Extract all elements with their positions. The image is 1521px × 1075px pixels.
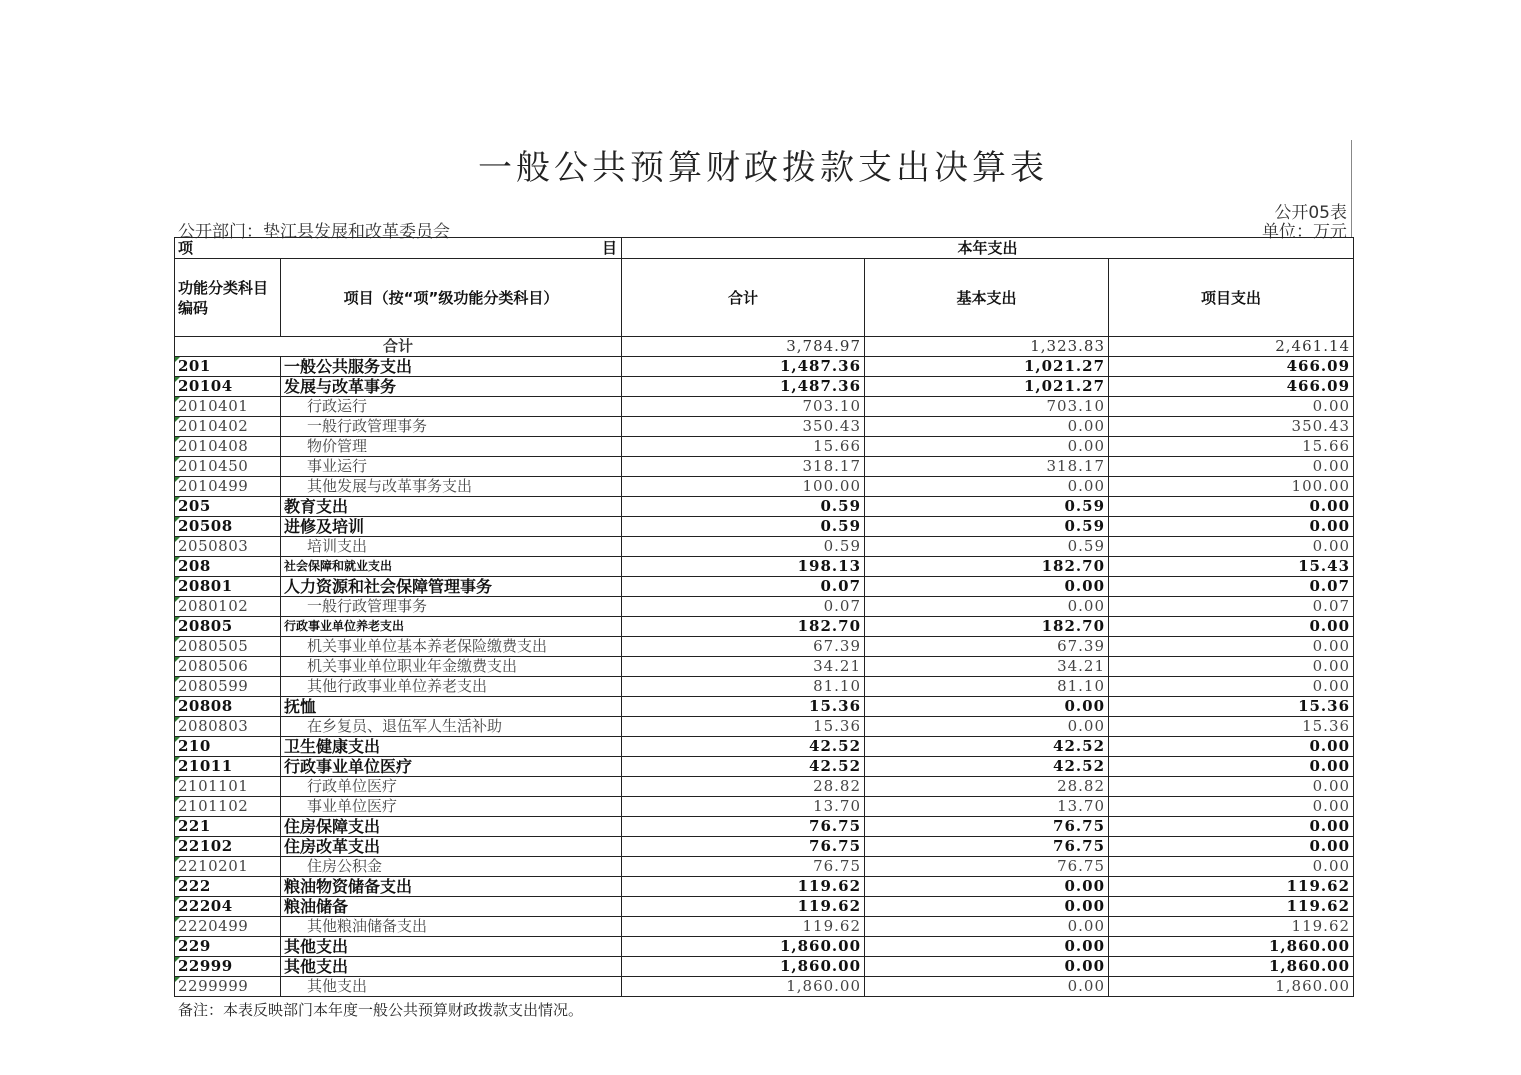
total-cell: 703.10	[622, 397, 865, 417]
table-row	[175, 597, 1354, 617]
total-cell: 15.36	[622, 717, 865, 737]
name-cell: 一般行政管理事务	[281, 417, 622, 437]
name-cell: 在乡复员、退伍军人生活补助	[281, 717, 622, 737]
total-cell: 0.59	[622, 497, 865, 517]
basic-cell: 182.70	[865, 617, 1109, 637]
total-cell: 15.66	[622, 437, 865, 457]
table-row	[175, 517, 1354, 537]
current-year-header: 本年支出	[622, 238, 1354, 259]
code-cell: 208	[175, 557, 281, 577]
name-cell: 行政单位医疗	[281, 777, 622, 797]
project-cell: 15.66	[1109, 437, 1354, 457]
table-row	[175, 957, 1354, 977]
name-cell: 机关事业单位职业年金缴费支出	[281, 657, 622, 677]
name-cell: 其他发展与改革事务支出	[281, 477, 622, 497]
basic-cell: 0.00	[865, 477, 1109, 497]
code-cell: 2010402	[175, 417, 281, 437]
name-cell: 其他支出	[281, 977, 622, 997]
code-cell: 22204	[175, 897, 281, 917]
total-cell: 1,860.00	[622, 957, 865, 977]
table-row	[175, 857, 1354, 877]
name-cell: 教育支出	[281, 497, 622, 517]
total-cell: 0.07	[622, 577, 865, 597]
total-cell: 100.00	[622, 477, 865, 497]
table-row	[175, 397, 1354, 417]
total-cell: 182.70	[622, 617, 865, 637]
code-cell: 2010408	[175, 437, 281, 457]
total-cell: 1,487.36	[622, 357, 865, 377]
code-cell: 2080102	[175, 597, 281, 617]
project-cell: 0.00	[1109, 837, 1354, 857]
total-cell: 350.43	[622, 417, 865, 437]
code-column-header: 功能分类科目编码	[175, 259, 281, 337]
total-cell: 0.59	[622, 537, 865, 557]
project-cell: 0.07	[1109, 597, 1354, 617]
project-cell: 1,860.00	[1109, 977, 1354, 997]
code-cell: 20104	[175, 377, 281, 397]
code-cell: 2010450	[175, 457, 281, 477]
total-cell: 81.10	[622, 677, 865, 697]
project-cell: 0.00	[1109, 397, 1354, 417]
project-cell: 0.00	[1109, 857, 1354, 877]
item-header	[175, 238, 622, 259]
table-row	[175, 837, 1354, 857]
project-cell: 0.00	[1109, 757, 1354, 777]
project-cell: 466.09	[1109, 357, 1354, 377]
basic-cell: 0.00	[865, 957, 1109, 977]
table-row	[175, 557, 1354, 577]
name-cell: 发展与改革事务	[281, 377, 622, 397]
name-cell: 粮油物资储备支出	[281, 877, 622, 897]
total-cell: 1,860.00	[622, 977, 865, 997]
table-row	[175, 577, 1354, 597]
total-cell: 42.52	[622, 737, 865, 757]
project-cell: 15.36	[1109, 717, 1354, 737]
project-column-header: 项目支出	[1109, 259, 1354, 337]
basic-cell: 0.00	[865, 917, 1109, 937]
name-column-header: 项目（按“项”级功能分类科目）	[281, 259, 622, 337]
table-row	[175, 677, 1354, 697]
project-cell: 15.36	[1109, 697, 1354, 717]
code-cell: 205	[175, 497, 281, 517]
department-label: 公开部门：垫江县发展和改革委员会	[178, 222, 450, 242]
table-row	[175, 697, 1354, 717]
table-row	[175, 637, 1354, 657]
code-cell: 2210201	[175, 857, 281, 877]
name-cell: 行政事业单位医疗	[281, 757, 622, 777]
basic-cell: 0.00	[865, 697, 1109, 717]
basic-cell: 1,021.27	[865, 377, 1109, 397]
table-row	[175, 797, 1354, 817]
basic-cell: 0.00	[865, 417, 1109, 437]
basic-cell: 67.39	[865, 637, 1109, 657]
project-cell: 0.00	[1109, 797, 1354, 817]
basic-cell: 0.59	[865, 537, 1109, 557]
project-cell: 0.00	[1109, 637, 1354, 657]
name-cell: 人力资源和社会保障管理事务	[281, 577, 622, 597]
basic-cell: 0.00	[865, 717, 1109, 737]
code-cell: 2299999	[175, 977, 281, 997]
basic-cell: 1,021.27	[865, 357, 1109, 377]
basic-cell: 0.59	[865, 517, 1109, 537]
project-cell: 0.00	[1109, 497, 1354, 517]
table-row	[175, 977, 1354, 997]
code-cell: 20808	[175, 697, 281, 717]
table-row	[175, 657, 1354, 677]
project-cell: 0.00	[1109, 817, 1354, 837]
project-cell: 1,860.00	[1109, 937, 1354, 957]
table-row	[175, 717, 1354, 737]
project-cell: 0.00	[1109, 617, 1354, 637]
name-cell: 进修及培训	[281, 517, 622, 537]
project-cell: 100.00	[1109, 477, 1354, 497]
name-cell: 行政运行	[281, 397, 622, 417]
table-row	[175, 497, 1354, 517]
code-cell: 2101102	[175, 797, 281, 817]
header-row-2	[175, 259, 1354, 337]
table-row	[175, 617, 1354, 637]
basic-cell: 182.70	[865, 557, 1109, 577]
basic-cell: 13.70	[865, 797, 1109, 817]
table-row	[175, 737, 1354, 757]
total-cell: 34.21	[622, 657, 865, 677]
total-row	[175, 337, 1354, 357]
table-row	[175, 777, 1354, 797]
code-cell: 20805	[175, 617, 281, 637]
project-cell: 350.43	[1109, 417, 1354, 437]
header-row-1	[175, 238, 1354, 259]
code-cell: 221	[175, 817, 281, 837]
name-cell: 住房改革支出	[281, 837, 622, 857]
basic-column-header: 基本支出	[865, 259, 1109, 337]
basic-cell: 81.10	[865, 677, 1109, 697]
total-cell: 0.59	[622, 517, 865, 537]
code-cell: 2080803	[175, 717, 281, 737]
basic-cell: 76.75	[865, 837, 1109, 857]
basic-cell: 76.75	[865, 817, 1109, 837]
basic-cell: 0.00	[865, 577, 1109, 597]
code-cell: 2080599	[175, 677, 281, 697]
total-cell: 76.75	[622, 857, 865, 877]
code-cell: 222	[175, 877, 281, 897]
code-cell: 2101101	[175, 777, 281, 797]
project-cell: 15.43	[1109, 557, 1354, 577]
name-cell: 其他粮油储备支出	[281, 917, 622, 937]
total-cell: 76.75	[622, 817, 865, 837]
name-cell: 事业运行	[281, 457, 622, 477]
project-cell: 0.00	[1109, 737, 1354, 757]
total-cell: 119.62	[622, 877, 865, 897]
code-cell: 2080505	[175, 637, 281, 657]
basic-cell: 0.00	[865, 877, 1109, 897]
name-cell: 住房公积金	[281, 857, 622, 877]
total-cell: 67.39	[622, 637, 865, 657]
total-row-label: 合计	[175, 337, 622, 357]
name-cell: 行政事业单位养老支出	[281, 617, 622, 637]
code-cell: 2010499	[175, 477, 281, 497]
code-cell: 21011	[175, 757, 281, 777]
project-cell: 0.00	[1109, 657, 1354, 677]
table-row	[175, 877, 1354, 897]
basic-cell: 0.00	[865, 897, 1109, 917]
table-row	[175, 917, 1354, 937]
name-cell: 抚恤	[281, 697, 622, 717]
project-cell: 1,860.00	[1109, 957, 1354, 977]
total-cell: 318.17	[622, 457, 865, 477]
name-cell: 粮油储备	[281, 897, 622, 917]
name-cell: 一般行政管理事务	[281, 597, 622, 617]
table-row	[175, 817, 1354, 837]
basic-cell: 34.21	[865, 657, 1109, 677]
project-cell: 0.00	[1109, 457, 1354, 477]
basic-cell: 703.10	[865, 397, 1109, 417]
name-cell: 培训支出	[281, 537, 622, 557]
name-cell: 卫生健康支出	[281, 737, 622, 757]
code-cell: 2010401	[175, 397, 281, 417]
total-cell: 42.52	[622, 757, 865, 777]
basic-cell: 0.00	[865, 937, 1109, 957]
code-cell: 20801	[175, 577, 281, 597]
total-cell: 0.07	[622, 597, 865, 617]
basic-cell: 0.59	[865, 497, 1109, 517]
item-header-left: 项	[178, 238, 194, 257]
basic-cell: 0.00	[865, 977, 1109, 997]
total-cell: 76.75	[622, 837, 865, 857]
code-cell: 2050803	[175, 537, 281, 557]
footnote: 备注：本表反映部门本年度一般公共预算财政拨款支出情况。	[178, 1001, 584, 1019]
table-row	[175, 417, 1354, 437]
code-cell: 201	[175, 357, 281, 377]
name-cell: 其他支出	[281, 957, 622, 977]
project-cell: 0.00	[1109, 517, 1354, 537]
table-row	[175, 897, 1354, 917]
name-cell: 事业单位医疗	[281, 797, 622, 817]
item-header-right: 目	[602, 238, 618, 257]
table-row	[175, 477, 1354, 497]
table-row	[175, 357, 1354, 377]
code-cell: 2220499	[175, 917, 281, 937]
project-cell: 119.62	[1109, 917, 1354, 937]
code-cell: 229	[175, 937, 281, 957]
table-row	[175, 937, 1354, 957]
name-cell: 其他行政事业单位养老支出	[281, 677, 622, 697]
basic-cell: 0.00	[865, 437, 1109, 457]
total-cell: 13.70	[622, 797, 865, 817]
basic-cell: 42.52	[865, 737, 1109, 757]
name-cell: 机关事业单位基本养老保险缴费支出	[281, 637, 622, 657]
basic-cell: 42.52	[865, 757, 1109, 777]
project-cell: 0.00	[1109, 677, 1354, 697]
total-row-basic: 1,323.83	[865, 337, 1109, 357]
project-cell: 0.00	[1109, 777, 1354, 797]
name-cell: 物价管理	[281, 437, 622, 457]
name-cell: 其他支出	[281, 937, 622, 957]
code-cell: 22999	[175, 957, 281, 977]
name-cell: 一般公共服务支出	[281, 357, 622, 377]
project-cell: 119.62	[1109, 877, 1354, 897]
code-cell: 20508	[175, 517, 281, 537]
table-row	[175, 437, 1354, 457]
page-title: 一般公共预算财政拨款支出决算表	[478, 148, 1048, 188]
code-cell: 2080506	[175, 657, 281, 677]
total-row-total: 3,784.97	[622, 337, 865, 357]
total-cell: 119.62	[622, 917, 865, 937]
project-cell: 466.09	[1109, 377, 1354, 397]
total-row-project: 2,461.14	[1109, 337, 1354, 357]
total-cell: 1,487.36	[622, 377, 865, 397]
name-cell: 住房保障支出	[281, 817, 622, 837]
project-cell: 119.62	[1109, 897, 1354, 917]
table-row	[175, 757, 1354, 777]
code-cell: 22102	[175, 837, 281, 857]
total-cell: 15.36	[622, 697, 865, 717]
total-cell: 119.62	[622, 897, 865, 917]
total-cell: 28.82	[622, 777, 865, 797]
basic-cell: 28.82	[865, 777, 1109, 797]
total-cell: 198.13	[622, 557, 865, 577]
name-cell: 社会保障和就业支出	[281, 557, 622, 577]
table-number: 公开05表	[1274, 203, 1347, 223]
table-row	[175, 457, 1354, 477]
table-row	[175, 537, 1354, 557]
expenditure-table	[174, 237, 1354, 997]
code-cell: 210	[175, 737, 281, 757]
unit-label: 单位：万元	[1262, 222, 1347, 242]
project-cell: 0.00	[1109, 537, 1354, 557]
project-cell: 0.07	[1109, 577, 1354, 597]
table-row	[175, 377, 1354, 397]
total-column-header: 合计	[622, 259, 865, 337]
total-cell: 1,860.00	[622, 937, 865, 957]
basic-cell: 318.17	[865, 457, 1109, 477]
basic-cell: 76.75	[865, 857, 1109, 877]
basic-cell: 0.00	[865, 597, 1109, 617]
